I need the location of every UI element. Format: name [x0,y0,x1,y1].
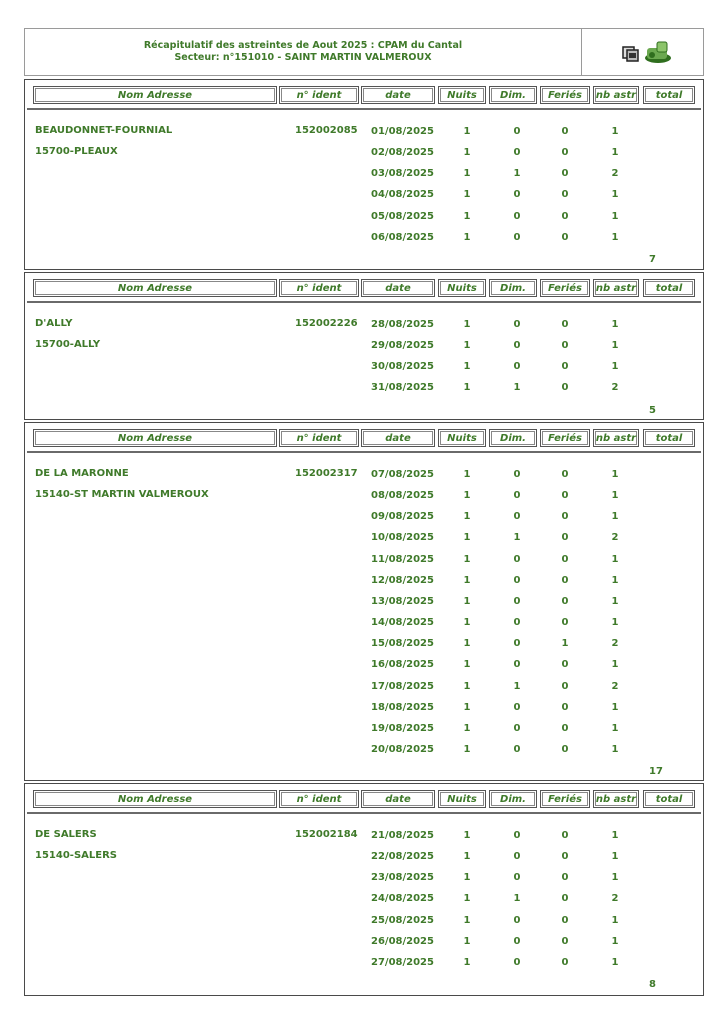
row-nuits: 1 [463,574,471,586]
row-dim: 0 [513,743,521,755]
column-ident: n° ident [279,429,359,447]
column-date: date [361,429,435,447]
column-feries: Feriés [540,429,590,447]
row-dim: 1 [513,382,521,394]
row-date: 07/08/2025 [371,469,434,480]
row-feries: 0 [561,680,569,692]
row-dim: 0 [513,231,521,243]
row-nuits: 1 [463,830,471,841]
column-nom-adresse: Nom Adresse [33,790,277,808]
record-name: DE LA MARONNE [35,468,129,479]
record-block [24,422,704,781]
row-nuits: 1 [463,361,471,373]
row-dim: 0 [513,340,521,352]
column-feries: Feriés [540,279,590,297]
row-nb-astr: 1 [611,595,619,607]
row-nb-astr: 1 [611,553,619,565]
row-dim: 0 [513,319,521,330]
row-nuits: 1 [463,659,471,671]
row-nuits: 1 [463,210,471,222]
column-total: total [643,790,695,808]
row-feries: 0 [561,511,569,523]
row-feries: 0 [561,382,569,394]
row-date: 02/08/2025 [371,147,434,159]
row-feries: 0 [561,126,569,137]
row-date: 04/08/2025 [371,189,434,201]
row-nuits: 1 [463,189,471,201]
row-nb-astr: 1 [611,469,619,480]
row-date: 11/08/2025 [371,553,434,565]
record-total: 5 [649,404,656,416]
row-nb-astr: 1 [611,361,619,373]
column-ident: n° ident [279,86,359,104]
row-nuits: 1 [463,319,471,330]
record-total: 7 [649,253,656,265]
row-date: 31/08/2025 [371,382,434,394]
row-dim: 0 [513,553,521,565]
row-date: 29/08/2025 [371,340,434,352]
row-feries: 0 [561,361,569,373]
row-nuits: 1 [463,532,471,544]
row-nb-astr: 1 [611,743,619,755]
row-nb-astr: 1 [611,340,619,352]
record-name: D'ALLY [35,318,73,329]
record-ident: 152002226 [295,318,358,329]
row-date: 03/08/2025 [371,168,434,180]
row-dim: 1 [513,680,521,692]
record-block [24,272,704,420]
row-dim: 0 [513,638,521,650]
row-date: 01/08/2025 [371,126,434,137]
row-nuits: 1 [463,743,471,755]
column-nb-astr: nb astr [593,279,639,297]
row-nuits: 1 [463,680,471,692]
record-ident: 152002184 [295,829,358,840]
row-nuits: 1 [463,872,471,884]
row-dim: 0 [513,956,521,968]
row-date: 13/08/2025 [371,595,434,607]
row-dim: 0 [513,126,521,137]
column-header-row [27,82,701,110]
row-nuits: 1 [463,617,471,629]
column-ident: n° ident [279,279,359,297]
row-date: 23/08/2025 [371,872,434,884]
row-nuits: 1 [463,893,471,905]
row-feries: 0 [561,701,569,713]
row-nb-astr: 1 [611,872,619,884]
toolbar-icons [581,29,704,75]
row-nb-astr: 1 [611,914,619,926]
row-dim: 0 [513,935,521,947]
row-nb-astr: 1 [611,701,619,713]
row-date: 17/08/2025 [371,680,434,692]
row-date: 18/08/2025 [371,701,434,713]
row-nuits: 1 [463,469,471,480]
row-feries: 0 [561,189,569,201]
row-dim: 0 [513,210,521,222]
row-dim: 0 [513,659,521,671]
row-feries: 0 [561,659,569,671]
row-feries: 0 [561,469,569,480]
row-nuits: 1 [463,595,471,607]
row-date: 19/08/2025 [371,722,434,734]
column-dim: Dim. [489,86,537,104]
row-feries: 0 [561,553,569,565]
row-feries: 0 [561,595,569,607]
row-nb-astr: 1 [611,231,619,243]
row-date: 16/08/2025 [371,659,434,671]
row-nuits: 1 [463,231,471,243]
row-dim: 0 [513,361,521,373]
row-date: 22/08/2025 [371,851,434,863]
row-nb-astr: 1 [611,126,619,137]
row-date: 08/08/2025 [371,490,434,502]
row-nb-astr: 1 [611,147,619,159]
column-nuits: Nuits [438,790,486,808]
row-dim: 1 [513,168,521,180]
row-feries: 0 [561,168,569,180]
column-feries: Feriés [540,86,590,104]
row-dim: 0 [513,722,521,734]
row-nuits: 1 [463,956,471,968]
row-feries: 0 [561,210,569,222]
row-nb-astr: 1 [611,617,619,629]
row-nb-astr: 1 [611,851,619,863]
row-nb-astr: 1 [611,659,619,671]
row-nuits: 1 [463,511,471,523]
row-dim: 0 [513,511,521,523]
row-nb-astr: 1 [611,511,619,523]
row-date: 06/08/2025 [371,231,434,243]
export-icon[interactable] [644,40,672,64]
row-feries: 0 [561,830,569,841]
row-dim: 0 [513,189,521,201]
title-line-2: Secteur: n°151010 - SAINT MARTIN VALMEROUX [174,52,432,63]
row-dim: 0 [513,490,521,502]
row-feries: 0 [561,956,569,968]
print-icon[interactable] [622,44,640,62]
record-block [24,783,704,996]
row-dim: 0 [513,595,521,607]
row-feries: 0 [561,914,569,926]
row-dim: 1 [513,893,521,905]
row-feries: 0 [561,743,569,755]
row-nuits: 1 [463,914,471,926]
column-date: date [361,790,435,808]
row-feries: 0 [561,490,569,502]
row-date: 21/08/2025 [371,830,434,841]
row-nuits: 1 [463,935,471,947]
row-feries: 0 [561,231,569,243]
column-total: total [643,429,695,447]
row-dim: 0 [513,617,521,629]
report-header [24,28,704,76]
row-feries: 0 [561,574,569,586]
row-nb-astr: 1 [611,722,619,734]
row-date: 14/08/2025 [371,617,434,629]
row-nb-astr: 1 [611,319,619,330]
row-nuits: 1 [463,701,471,713]
column-nom-adresse: Nom Adresse [33,429,277,447]
row-nb-astr: 1 [611,490,619,502]
column-dim: Dim. [489,790,537,808]
record-total: 8 [649,979,656,991]
row-nb-astr: 2 [611,532,619,544]
row-nuits: 1 [463,126,471,137]
row-date: 10/08/2025 [371,532,434,544]
row-nb-astr: 2 [611,168,619,180]
record-name: BEAUDONNET-FOURNIAL [35,125,173,136]
column-nom-adresse: Nom Adresse [33,279,277,297]
row-date: 28/08/2025 [371,319,434,330]
column-date: date [361,279,435,297]
row-feries: 1 [561,638,569,650]
column-nom-adresse: Nom Adresse [33,86,277,104]
row-dim: 0 [513,574,521,586]
row-dim: 0 [513,914,521,926]
column-nb-astr: nb astr [593,790,639,808]
row-dim: 0 [513,830,521,841]
row-date: 30/08/2025 [371,361,434,373]
row-date: 12/08/2025 [371,574,434,586]
row-date: 27/08/2025 [371,956,434,968]
record-address: 15700-ALLY [35,339,101,351]
column-header-row [27,425,701,453]
row-date: 09/08/2025 [371,511,434,523]
row-feries: 0 [561,722,569,734]
row-nb-astr: 2 [611,893,619,905]
row-nb-astr: 1 [611,210,619,222]
row-nuits: 1 [463,490,471,502]
column-header-row [27,786,701,814]
row-nb-astr: 1 [611,830,619,841]
title-line-1: Récapitulatif des astreintes de Aout 2025 : CPAM du Cantal [143,40,463,51]
row-dim: 0 [513,147,521,159]
row-feries: 0 [561,617,569,629]
row-nuits: 1 [463,147,471,159]
row-nuits: 1 [463,382,471,394]
row-nb-astr: 1 [611,956,619,968]
column-total: total [643,86,695,104]
row-feries: 0 [561,872,569,884]
record-address: 15700-PLEAUX [35,146,118,158]
column-dim: Dim. [489,429,537,447]
column-feries: Feriés [540,790,590,808]
column-nb-astr: nb astr [593,86,639,104]
row-nb-astr: 2 [611,382,619,394]
row-nb-astr: 2 [611,638,619,650]
row-feries: 0 [561,340,569,352]
column-date: date [361,86,435,104]
record-address: 15140-ST MARTIN VALMEROUX [35,489,209,501]
record-ident: 152002317 [295,468,358,479]
row-nuits: 1 [463,553,471,565]
row-date: 05/08/2025 [371,210,434,222]
row-dim: 1 [513,532,521,544]
record-address: 15140-SALERS [35,850,117,862]
row-dim: 0 [513,872,521,884]
column-total: total [643,279,695,297]
row-date: 15/08/2025 [371,638,434,650]
row-feries: 0 [561,532,569,544]
row-nuits: 1 [463,340,471,352]
column-nuits: Nuits [438,86,486,104]
row-date: 26/08/2025 [371,935,434,947]
row-feries: 0 [561,893,569,905]
column-nuits: Nuits [438,429,486,447]
report-title [25,29,581,75]
record-total: 17 [649,766,663,778]
column-dim: Dim. [489,279,537,297]
row-feries: 0 [561,147,569,159]
row-dim: 0 [513,469,521,480]
column-ident: n° ident [279,790,359,808]
row-nuits: 1 [463,722,471,734]
row-feries: 0 [561,851,569,863]
record-ident: 152002085 [295,125,358,136]
row-nb-astr: 2 [611,680,619,692]
row-date: 20/08/2025 [371,743,434,755]
column-nuits: Nuits [438,279,486,297]
row-nb-astr: 1 [611,574,619,586]
record-block [24,79,704,270]
row-date: 24/08/2025 [371,893,434,905]
row-nuits: 1 [463,851,471,863]
row-feries: 0 [561,319,569,330]
row-feries: 0 [561,935,569,947]
record-name: DE SALERS [35,829,97,840]
row-dim: 0 [513,701,521,713]
row-nb-astr: 1 [611,935,619,947]
column-nb-astr: nb astr [593,429,639,447]
row-nuits: 1 [463,638,471,650]
row-nuits: 1 [463,168,471,180]
row-nb-astr: 1 [611,189,619,201]
row-date: 25/08/2025 [371,914,434,926]
column-header-row [27,275,701,303]
row-dim: 0 [513,851,521,863]
